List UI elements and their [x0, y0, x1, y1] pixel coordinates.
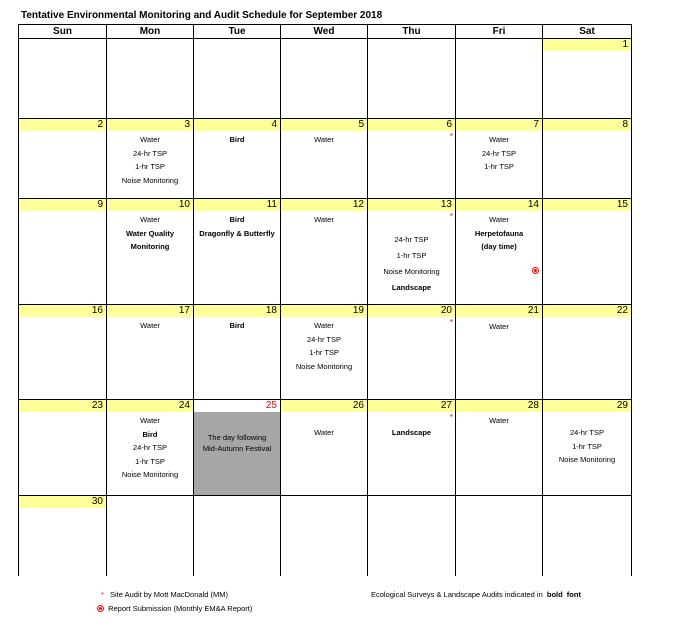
day-cell-24 [107, 400, 194, 496]
schedule-item: 1-hr TSP [484, 162, 514, 171]
day-cell-9 [19, 199, 107, 305]
audit-marker-icon: * [101, 590, 104, 599]
day-cell-3 [107, 119, 194, 199]
schedule-item: Water [489, 135, 509, 144]
empty-day-cell [281, 496, 368, 576]
legend-report-text: Report Submission (Monthly EM&A Report) [108, 604, 253, 613]
day-number: 2 [97, 119, 103, 130]
day-number: 24 [178, 400, 190, 411]
schedule-item: Noise Monitoring [121, 470, 179, 479]
legend-audit-text: Site Audit by Mott MacDonald (MM) [110, 590, 228, 599]
day-number: 28 [527, 400, 539, 411]
day-cell-5 [281, 119, 368, 199]
schedule-item: Water [489, 322, 509, 331]
day-number: 8 [622, 119, 628, 130]
schedule-items [543, 426, 631, 467]
schedule-item: Landscape [391, 428, 432, 437]
day-cell-7 [456, 119, 543, 199]
weekday-header-row [19, 25, 631, 39]
schedule-item: Bird [229, 321, 245, 330]
schedule-item: Noise Monitoring [383, 267, 440, 276]
schedule-items [368, 232, 455, 296]
schedule-item: Water [489, 416, 509, 425]
legend-note-suffix: font [566, 590, 581, 599]
schedule-item: Bird [229, 135, 245, 144]
empty-day-cell [107, 496, 194, 576]
report-marker-icon [97, 605, 104, 612]
date-bar [194, 119, 280, 131]
day-number: 3 [184, 119, 190, 130]
empty-day-cell [194, 39, 281, 119]
day-cell-21 [456, 305, 543, 400]
schedule-items [107, 414, 193, 482]
day-number: 11 [266, 199, 277, 210]
schedule-item: Water [314, 135, 334, 144]
day-cell-12 [281, 199, 368, 305]
schedule-items [456, 213, 542, 254]
day-number: 10 [178, 199, 190, 210]
schedule-item: Noise Monitoring [295, 361, 353, 371]
schedule-item: Water [489, 215, 509, 224]
empty-day-cell [456, 39, 543, 119]
schedule-item: Noise Monitoring [121, 175, 179, 185]
day-number: 5 [358, 119, 364, 130]
day-number: 7 [533, 119, 539, 130]
day-cell-19 [281, 305, 368, 400]
day-number: 9 [97, 199, 103, 210]
schedule-items [281, 426, 367, 440]
empty-day-cell [368, 496, 456, 576]
day-number: 17 [178, 305, 190, 316]
weekday-fri: Fri [456, 25, 543, 38]
day-number: 14 [527, 199, 539, 210]
schedule-item: Water [140, 215, 160, 224]
schedule-items [107, 213, 193, 254]
day-cell-17 [107, 305, 194, 400]
schedule-item: 24-hr TSP [306, 334, 342, 344]
day-cell-27 [368, 400, 456, 496]
day-number: 6 [446, 119, 452, 130]
date-bar [19, 199, 106, 211]
day-number: 15 [616, 199, 628, 210]
schedule-item: Water Quality [125, 228, 175, 238]
weekday-sat: Sat [579, 26, 595, 37]
empty-day-cell [194, 496, 281, 576]
schedule-items [194, 432, 280, 454]
day-number: 26 [352, 400, 364, 411]
schedule-item: Monitoring [130, 242, 170, 251]
schedule-item: Noise Monitoring [558, 455, 616, 464]
audit-marker-icon: * [449, 132, 453, 141]
schedule-item: 1-hr TSP [309, 348, 339, 357]
schedule-items [456, 414, 542, 428]
weekday-wed: Wed [281, 25, 368, 38]
day-number: 22 [616, 305, 628, 316]
day-cell-11 [194, 199, 281, 305]
schedule-item: 24-hr TSP [132, 148, 168, 158]
day-cell-18 [194, 305, 281, 400]
day-cell-16 [19, 305, 107, 400]
empty-day-cell [107, 39, 194, 119]
weekday-tue: Tue [194, 25, 281, 38]
day-cell-13 [368, 199, 456, 305]
day-number: 19 [352, 305, 364, 316]
day-cell-2 [19, 119, 107, 199]
legend-note-prefix: Ecological Surveys & Landscape Audits indicated in [371, 590, 543, 599]
day-number: 29 [616, 400, 628, 411]
schedule-item: Bird [142, 429, 158, 439]
report-marker-icon [532, 267, 539, 274]
date-bar [543, 39, 631, 51]
schedule-items [107, 319, 193, 333]
calendar-grid [18, 24, 632, 576]
day-number: 1 [622, 39, 628, 50]
weekday-mon: Mon [107, 25, 194, 38]
day-cell-29 [543, 400, 631, 496]
schedule-item: 24-hr TSP [569, 428, 605, 437]
day-number: 21 [527, 305, 539, 316]
audit-marker-icon: * [449, 318, 453, 327]
day-cell-23 [19, 400, 107, 496]
day-cell-22 [543, 305, 631, 400]
day-cell-10 [107, 199, 194, 305]
schedule-item: 1-hr TSP [135, 456, 165, 466]
page-title: Tentative Environmental Monitoring and Audit Schedule for September 2018 [21, 10, 383, 21]
day-cell-1 [543, 39, 631, 119]
schedule-item: Herpetofauna [474, 228, 524, 238]
schedule-item: (day time) [481, 242, 517, 251]
legend-audit [101, 590, 228, 599]
schedule-item: Water [314, 321, 334, 330]
schedule-item: Bird [229, 215, 245, 224]
schedule-items [368, 426, 455, 440]
schedule-items [456, 320, 542, 334]
day-cell-4 [194, 119, 281, 199]
weekday-thu: Thu [368, 25, 456, 38]
schedule-items [194, 319, 280, 333]
day-number: 27 [440, 400, 452, 411]
date-bar [107, 119, 193, 131]
schedule-item: 1-hr TSP [396, 251, 427, 260]
schedule-item: 24-hr TSP [394, 235, 429, 244]
day-number: 16 [91, 305, 103, 316]
legend-note-bold: bold [546, 590, 563, 599]
day-cell-30 [19, 496, 107, 576]
schedule-item: Dragonfly & Butterfly [199, 228, 275, 238]
empty-day-cell [281, 39, 368, 119]
date-bar [456, 119, 542, 131]
schedule-item: 24-hr TSP [481, 148, 517, 158]
schedule-items [194, 213, 280, 240]
day-number: 20 [440, 305, 452, 316]
day-cell-8 [543, 119, 631, 199]
schedule-item: 1-hr TSP [135, 162, 165, 171]
date-bar [543, 119, 631, 131]
legend-note [371, 590, 581, 599]
schedule-item: Water [314, 215, 334, 224]
day-number: 13 [440, 199, 452, 210]
schedule-item: Water [314, 428, 334, 437]
weekday-sun: Sun [19, 25, 107, 38]
day-number: 4 [271, 119, 277, 130]
day-number: 23 [91, 400, 103, 411]
schedule-items [281, 319, 367, 373]
schedule-items [107, 133, 193, 187]
schedule-item: The day following [207, 433, 267, 442]
schedule-item: 24-hr TSP [132, 443, 168, 452]
schedule-items [194, 133, 280, 147]
audit-marker-icon: * [449, 212, 453, 221]
empty-day-cell [19, 39, 107, 119]
empty-day-cell [543, 496, 631, 576]
schedule-item: Water [140, 416, 160, 425]
empty-day-cell [368, 39, 456, 119]
day-cell-6 [368, 119, 456, 199]
day-cell-26 [281, 400, 368, 496]
date-bar [368, 119, 455, 131]
schedule-item: Mid-Autumn Festival [202, 444, 272, 453]
day-number: 30 [91, 496, 103, 507]
day-number: 18 [265, 305, 277, 316]
day-number: 12 [352, 199, 364, 210]
schedule-items [281, 213, 367, 227]
empty-day-cell [456, 496, 543, 576]
schedule-item: Landscape [391, 283, 432, 292]
audit-marker-icon: * [449, 413, 453, 422]
date-bar [19, 119, 106, 131]
day-cell-20 [368, 305, 456, 400]
date-bar [281, 119, 367, 131]
schedule-item: 1-hr TSP [572, 441, 602, 451]
schedule-items [456, 133, 542, 174]
day-cell-14 [456, 199, 543, 305]
day-cell-25 [194, 400, 281, 496]
day-cell-15 [543, 199, 631, 305]
schedule-items [281, 133, 367, 147]
schedule-item: Water [140, 321, 160, 330]
schedule-item: Water [140, 135, 160, 144]
legend-report [97, 604, 252, 613]
day-cell-28 [456, 400, 543, 496]
day-number: 25 [194, 400, 280, 412]
